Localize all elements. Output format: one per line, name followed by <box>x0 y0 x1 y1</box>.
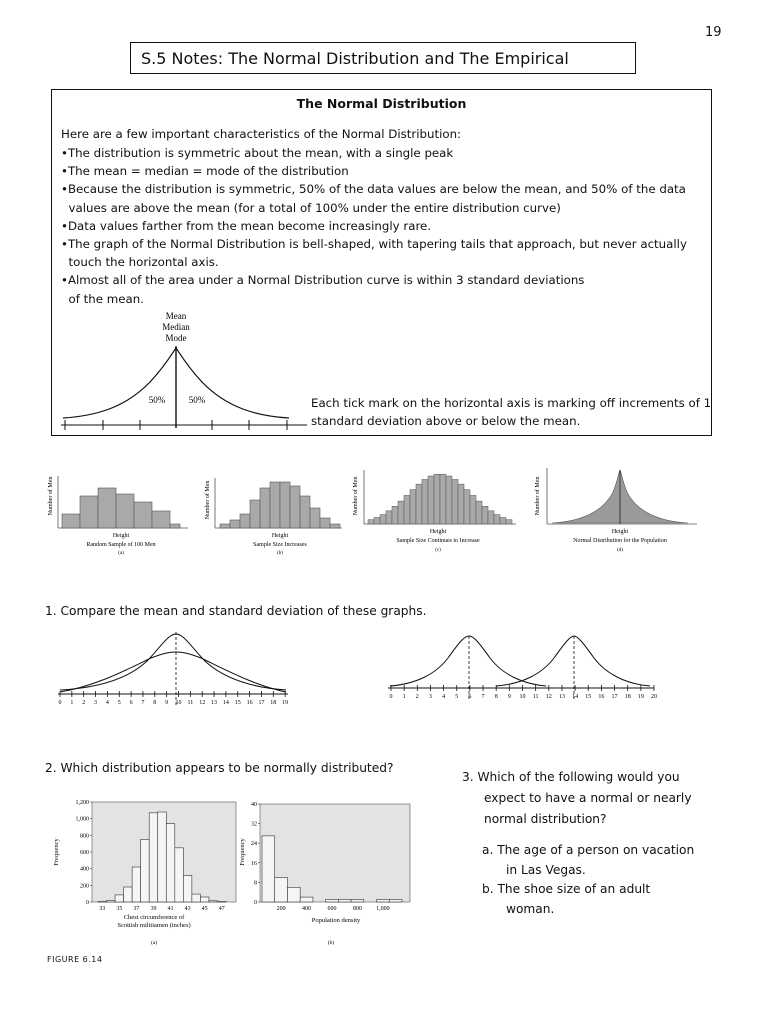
hist-c-bar <box>416 484 422 524</box>
axis-tick-label: 13 <box>211 700 218 706</box>
axis-tick-label: 1 <box>70 700 74 706</box>
chart-b-ylabel: Frequency <box>239 838 246 866</box>
bullet-line: •The graph of the Normal Distribution is bell-shaped, with tapering tails that approach, but never actually <box>61 237 687 252</box>
chart-b-xtick: 200 <box>276 906 286 912</box>
chart-b-bar <box>377 900 390 902</box>
chart-b-ytick: 8 <box>254 880 257 887</box>
axis-tick-label: 16 <box>246 700 253 706</box>
hist-c-bar <box>482 506 488 524</box>
chart-b-xtick: 600 <box>327 906 337 912</box>
axis-tick-label: 9 <box>165 700 169 706</box>
chart-b-bar <box>389 900 402 902</box>
intro-text: Here are a few important characteristics of the Normal Distribution: <box>61 127 462 141</box>
tick-note-line: Each tick mark on the horizontal axis is marking off increments of 1 <box>311 396 712 410</box>
chart-a-bar <box>209 901 218 902</box>
axis-tick-label: 16 <box>598 694 605 700</box>
hist-c-bar <box>380 515 386 524</box>
chart-b-ytick: 16 <box>251 860 257 867</box>
q1-right-graph <box>386 628 656 704</box>
chart-a-bar <box>183 875 192 902</box>
chart-a-bar <box>166 824 175 902</box>
chart-b-tag: (b) <box>327 940 335 946</box>
svg-text:(c): (c) <box>435 548 441 553</box>
axis-tick-label: 4 <box>105 700 109 706</box>
hist-c-bar <box>506 520 512 524</box>
hist-c-bar <box>440 474 446 524</box>
axis-tick-label: 11 <box>187 700 194 706</box>
chart-b-xtick: 1,000 <box>376 906 390 912</box>
chart-a-bar <box>175 848 184 902</box>
q1-left-graph <box>56 628 290 710</box>
svg-text:Height: Height <box>611 529 629 535</box>
hist-c-bar <box>488 511 494 524</box>
question-3-options <box>482 841 694 920</box>
chart-a-xlabel-2: Scottish militiamen (inches) <box>117 922 191 929</box>
question-3-line: expect to have a normal or nearly <box>484 791 692 805</box>
chart-b-ytick: 40 <box>251 802 257 808</box>
svg-text:Height: Height <box>112 533 130 539</box>
chart-a-xtick: 43 <box>184 906 191 912</box>
hist-c-bar <box>410 490 416 524</box>
axis-tick-label: 12 <box>545 694 552 700</box>
chart-b-ytick: 0 <box>254 900 257 906</box>
hist-c-bar <box>500 517 506 524</box>
left-percent: 50% <box>148 395 166 405</box>
chart-a-ytick: 1,200 <box>75 800 89 806</box>
svg-text:Sample Size Increases: Sample Size Increases <box>253 542 307 548</box>
option-a: a. The age of a person on vacation <box>482 843 695 857</box>
hist-c-bar <box>434 474 440 524</box>
histogram-panel-a <box>47 476 188 556</box>
tick-note-line: standard deviation above or below the mean. <box>311 414 581 429</box>
chart-a-tag: (a) <box>150 940 158 946</box>
chart-a-xtick: 47 <box>218 906 225 912</box>
question-3-line: 3. Which of the following would you <box>462 770 680 784</box>
svg-text:Normal Distribution for the Po: Normal Distribution for the Population <box>573 538 667 544</box>
chart-a-bar <box>132 867 141 902</box>
axis-tick-label: 14 <box>222 700 229 706</box>
chart-b-ytick: 32 <box>251 821 257 828</box>
hist-c-bar <box>392 506 398 524</box>
svg-text:(a): (a) <box>118 551 124 556</box>
axis-tick-label: 15 <box>585 694 592 700</box>
axis-tick-label: 4 <box>442 694 446 700</box>
axis-tick-label: 10 <box>519 694 526 700</box>
tick-note <box>311 394 711 430</box>
bell-curve-diagram <box>55 310 315 434</box>
chart-a-ytick: 400 <box>80 866 89 873</box>
axis-tick-label: 14 <box>572 694 579 700</box>
bullet-line: •The distribution is symmetric about the mean, with a single peak <box>61 146 454 160</box>
chart-b-bar <box>351 900 364 902</box>
question-2: 2. Which distribution appears to be normally distributed? <box>45 761 394 775</box>
chart-a-bar <box>107 900 116 902</box>
chart-a-bar <box>115 895 124 902</box>
chart-a-ytick: 0 <box>86 900 89 906</box>
axis-tick-label: 20 <box>651 694 657 700</box>
chart-a-xtick: 35 <box>116 906 123 912</box>
chart-a-bar <box>124 887 133 902</box>
chart-b-bar <box>338 900 351 902</box>
hist-c-bar <box>464 490 470 524</box>
bullet-line-cont: values are above the mean (for a total of 100% under the entire distribution curve) <box>61 200 561 215</box>
axis-tick-label: 2 <box>82 700 86 706</box>
page-title: S.5 Notes: The Normal Distribution and The Empirical <box>141 49 569 68</box>
svg-text:Sample Size Continues to Incre: Sample Size Continues to Increase <box>396 538 480 544</box>
hist-c-bar <box>398 501 404 524</box>
axis-tick-label: 18 <box>270 700 277 706</box>
axis-tick-label: 17 <box>258 700 265 706</box>
axis-tick-label: 5 <box>117 700 121 706</box>
chart-b-bar <box>300 897 313 902</box>
axis-tick-label: 3 <box>428 694 432 700</box>
axis-tick-label: 6 <box>129 700 133 706</box>
right-percent: 50% <box>188 395 206 405</box>
bullet-line-cont: of the mean. <box>61 291 144 306</box>
axis-tick-label: 17 <box>611 694 618 700</box>
axis-tick-label: 7 <box>481 694 485 700</box>
option-b-cont: woman. <box>506 902 555 917</box>
chart-a-ytick: 600 <box>80 850 89 856</box>
chart-b-xlabel: Population density <box>311 917 361 924</box>
histogram-row <box>42 466 722 570</box>
mode-label: Mode <box>165 333 187 343</box>
chart-population-density <box>236 796 416 951</box>
axis-tick-label: 0 <box>389 694 393 700</box>
axis-tick-label: 19 <box>282 700 289 706</box>
axis-tick-label: 0 <box>58 700 62 706</box>
figure-label: FIGURE 6.14 <box>47 955 103 964</box>
histogram-panel-d <box>534 468 697 553</box>
page-number: 19 <box>705 25 722 40</box>
question-3 <box>462 767 692 830</box>
chart-a-xtick: 37 <box>133 906 140 912</box>
bullet-line: •Almost all of the area under a Normal Distribution curve is within 3 standard deviations <box>61 273 585 288</box>
histogram-panel-b <box>204 478 342 556</box>
svg-text:(b): (b) <box>277 551 283 556</box>
svg-text:(d): (d) <box>617 548 623 553</box>
curve-mean-6 <box>390 636 546 686</box>
axis-tick-label: 1 <box>402 694 406 700</box>
chart-a-bar <box>200 897 209 902</box>
curve-mean-14 <box>496 636 650 686</box>
bullet-line-cont: touch the horizontal axis. <box>61 255 219 270</box>
hist-c-bar <box>476 501 482 524</box>
hist-c-bar <box>404 495 410 524</box>
hist-c-bar <box>446 476 452 524</box>
chart-b-bar <box>287 887 300 902</box>
axis-tick-label: 2 <box>415 694 419 700</box>
chart-a-ytick: 1,000 <box>75 816 89 823</box>
chart-a-bar <box>192 894 201 902</box>
option-b: b. The shoe size of an adult <box>482 882 651 897</box>
question-1: 1. Compare the mean and standard deviation of these graphs. <box>45 604 427 618</box>
chart-a-bar <box>158 812 167 902</box>
axis-tick-label: 8 <box>494 694 498 700</box>
median-label: Median <box>162 322 190 332</box>
characteristics-list <box>61 144 687 308</box>
chart-a-xlabel-1: Chest circumference of <box>123 914 185 921</box>
chart-a-ytick: 800 <box>80 833 89 840</box>
chart-b-xtick: 400 <box>302 906 312 912</box>
chart-a-xtick: 41 <box>167 906 174 912</box>
svg-text:Number of Men: Number of Men <box>205 480 211 520</box>
svg-text:Height: Height <box>429 529 447 535</box>
mean-label: Mean <box>165 311 187 321</box>
chart-b-bar <box>326 900 339 902</box>
hist-c-bar <box>422 479 428 524</box>
axis-tick-label: 12 <box>199 700 206 706</box>
axis-tick-label: 13 <box>558 694 565 700</box>
option-a-cont: in Las Vegas. <box>506 862 586 877</box>
axis-tick-label: 3 <box>94 700 98 706</box>
axis-tick-label: 18 <box>624 694 631 700</box>
chart-a-xtick: 33 <box>99 906 106 912</box>
chart-a-bar <box>149 813 158 902</box>
chart-b-bar <box>262 836 275 902</box>
axis-tick-label: 15 <box>234 700 241 706</box>
histogram-panel-c <box>352 470 516 553</box>
svg-text:Random Sample of 100 Men: Random Sample of 100 Men <box>86 542 156 548</box>
question-3-line: normal distribution? <box>484 812 607 826</box>
chart-a-xtick: 39 <box>150 906 157 912</box>
section-heading: The Normal Distribution <box>296 96 467 111</box>
svg-text:Number of Men: Number of Men <box>535 476 541 516</box>
hist-c-bar <box>470 495 476 524</box>
chart-a-ylabel: Frequency <box>53 838 60 866</box>
bullet-line: •Data values farther from the mean become increasingly rare. <box>61 218 432 233</box>
axis-tick-label: 8 <box>153 700 157 706</box>
hist-c-bar <box>374 517 380 524</box>
chart-b-xtick: 800 <box>352 906 362 912</box>
hist-c-bar <box>458 484 464 524</box>
bullet-line: •Because the distribution is symmetric, 50% of the data values are below the mean, and 50% of the data <box>61 182 686 197</box>
bullet-line: •The mean = median = mode of the distribution <box>61 164 349 179</box>
svg-text:Number of Men: Number of Men <box>353 476 359 516</box>
hist-c-bar <box>452 479 458 524</box>
svg-text:Height: Height <box>271 533 289 539</box>
chart-b-bar <box>275 878 288 903</box>
chart-a-bar <box>141 840 150 903</box>
chart-chest-circumference <box>50 796 240 951</box>
axis-tick-label: 7 <box>141 700 145 706</box>
chart-b-ytick: 24 <box>251 841 257 848</box>
axis-tick-label: 9 <box>507 694 511 700</box>
hist-c-bar <box>386 511 392 524</box>
chart-a-xtick: 45 <box>201 906 208 912</box>
svg-text:Number of Men: Number of Men <box>48 476 54 516</box>
axis-tick-label: 10 <box>175 700 182 706</box>
axis-tick-label: 11 <box>532 694 539 700</box>
axis-tick-label: 6 <box>468 694 472 700</box>
chart-a-ytick: 200 <box>80 883 89 890</box>
hist-c-bar <box>368 520 374 524</box>
axis-tick-label: 5 <box>455 694 459 700</box>
axis-tick-label: 19 <box>637 694 644 700</box>
hist-c-bar <box>428 476 434 524</box>
hist-c-bar <box>494 515 500 524</box>
